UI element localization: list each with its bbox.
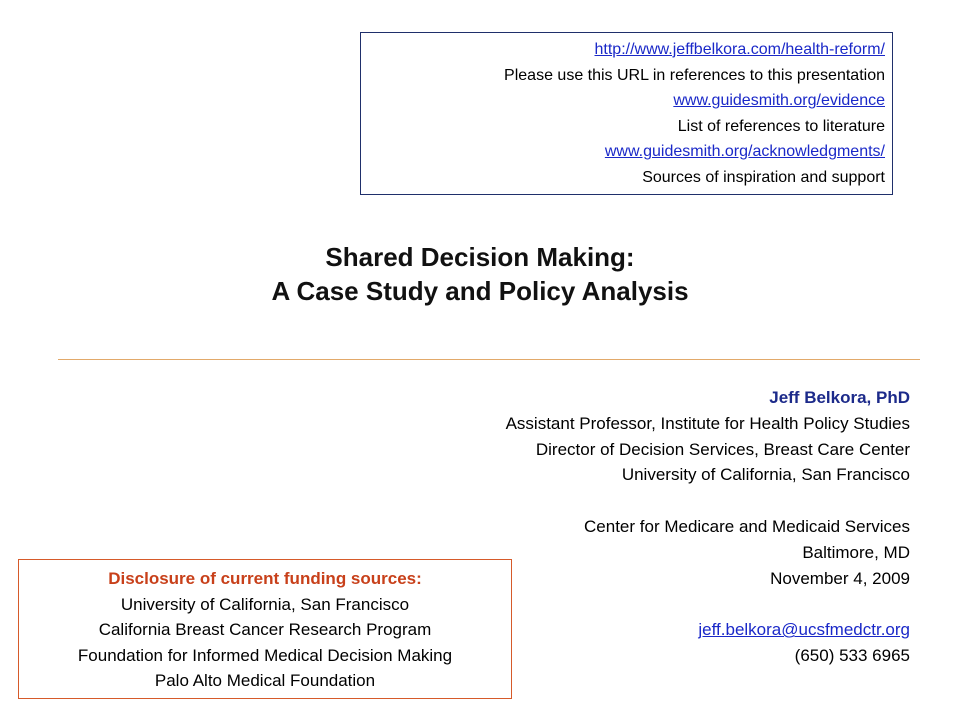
author-affiliation: University of California, San Francisco [621, 465, 910, 485]
funding-source: Foundation for Informed Medical Decision Making [77, 645, 453, 665]
references-box [360, 32, 893, 195]
disclosure-heading: Disclosure of current funding sources: [108, 569, 422, 588]
author-affiliation: Director of Decision Services, Breast Care Center [535, 439, 910, 459]
title-line-1: Shared Decision Making: [325, 242, 635, 272]
title-divider [58, 359, 920, 360]
title-line-2: A Case Study and Policy Analysis [271, 276, 689, 306]
author-name: Jeff Belkora, PhD [769, 388, 910, 407]
reference-note-evidence: List of references to literature [677, 117, 885, 135]
reference-link-acknowledgments[interactable]: www.guidesmith.org/acknowledgments/ [604, 143, 885, 160]
presentation-title [0, 240, 960, 308]
author-email-link[interactable]: jeff.belkora@ucsfmedctr.org [698, 620, 910, 640]
funding-source: California Breast Cancer Research Program [98, 620, 432, 639]
author-phone: (650) 533 6965 [794, 645, 910, 665]
funding-disclosure-box [18, 559, 512, 699]
reference-link-presentation[interactable]: http://www.jeffbelkora.com/health-reform/ [594, 41, 885, 58]
funding-source: Palo Alto Medical Foundation [154, 671, 376, 690]
location: Baltimore, MD [802, 542, 910, 562]
date: November 4, 2009 [770, 568, 910, 588]
reference-note-acknowledgments: Sources of inspiration and support [642, 168, 885, 186]
reference-link-evidence[interactable]: www.guidesmith.org/evidence [673, 92, 885, 109]
funding-source: University of California, San Francisco [120, 594, 410, 614]
venue: Center for Medicare and Medicaid Services [584, 516, 910, 536]
author-affiliation: Assistant Professor, Institute for Health Policy Studies [505, 413, 910, 433]
spacer [310, 488, 910, 514]
reference-note-presentation: Please use this URL in references to this presentation [504, 66, 885, 84]
